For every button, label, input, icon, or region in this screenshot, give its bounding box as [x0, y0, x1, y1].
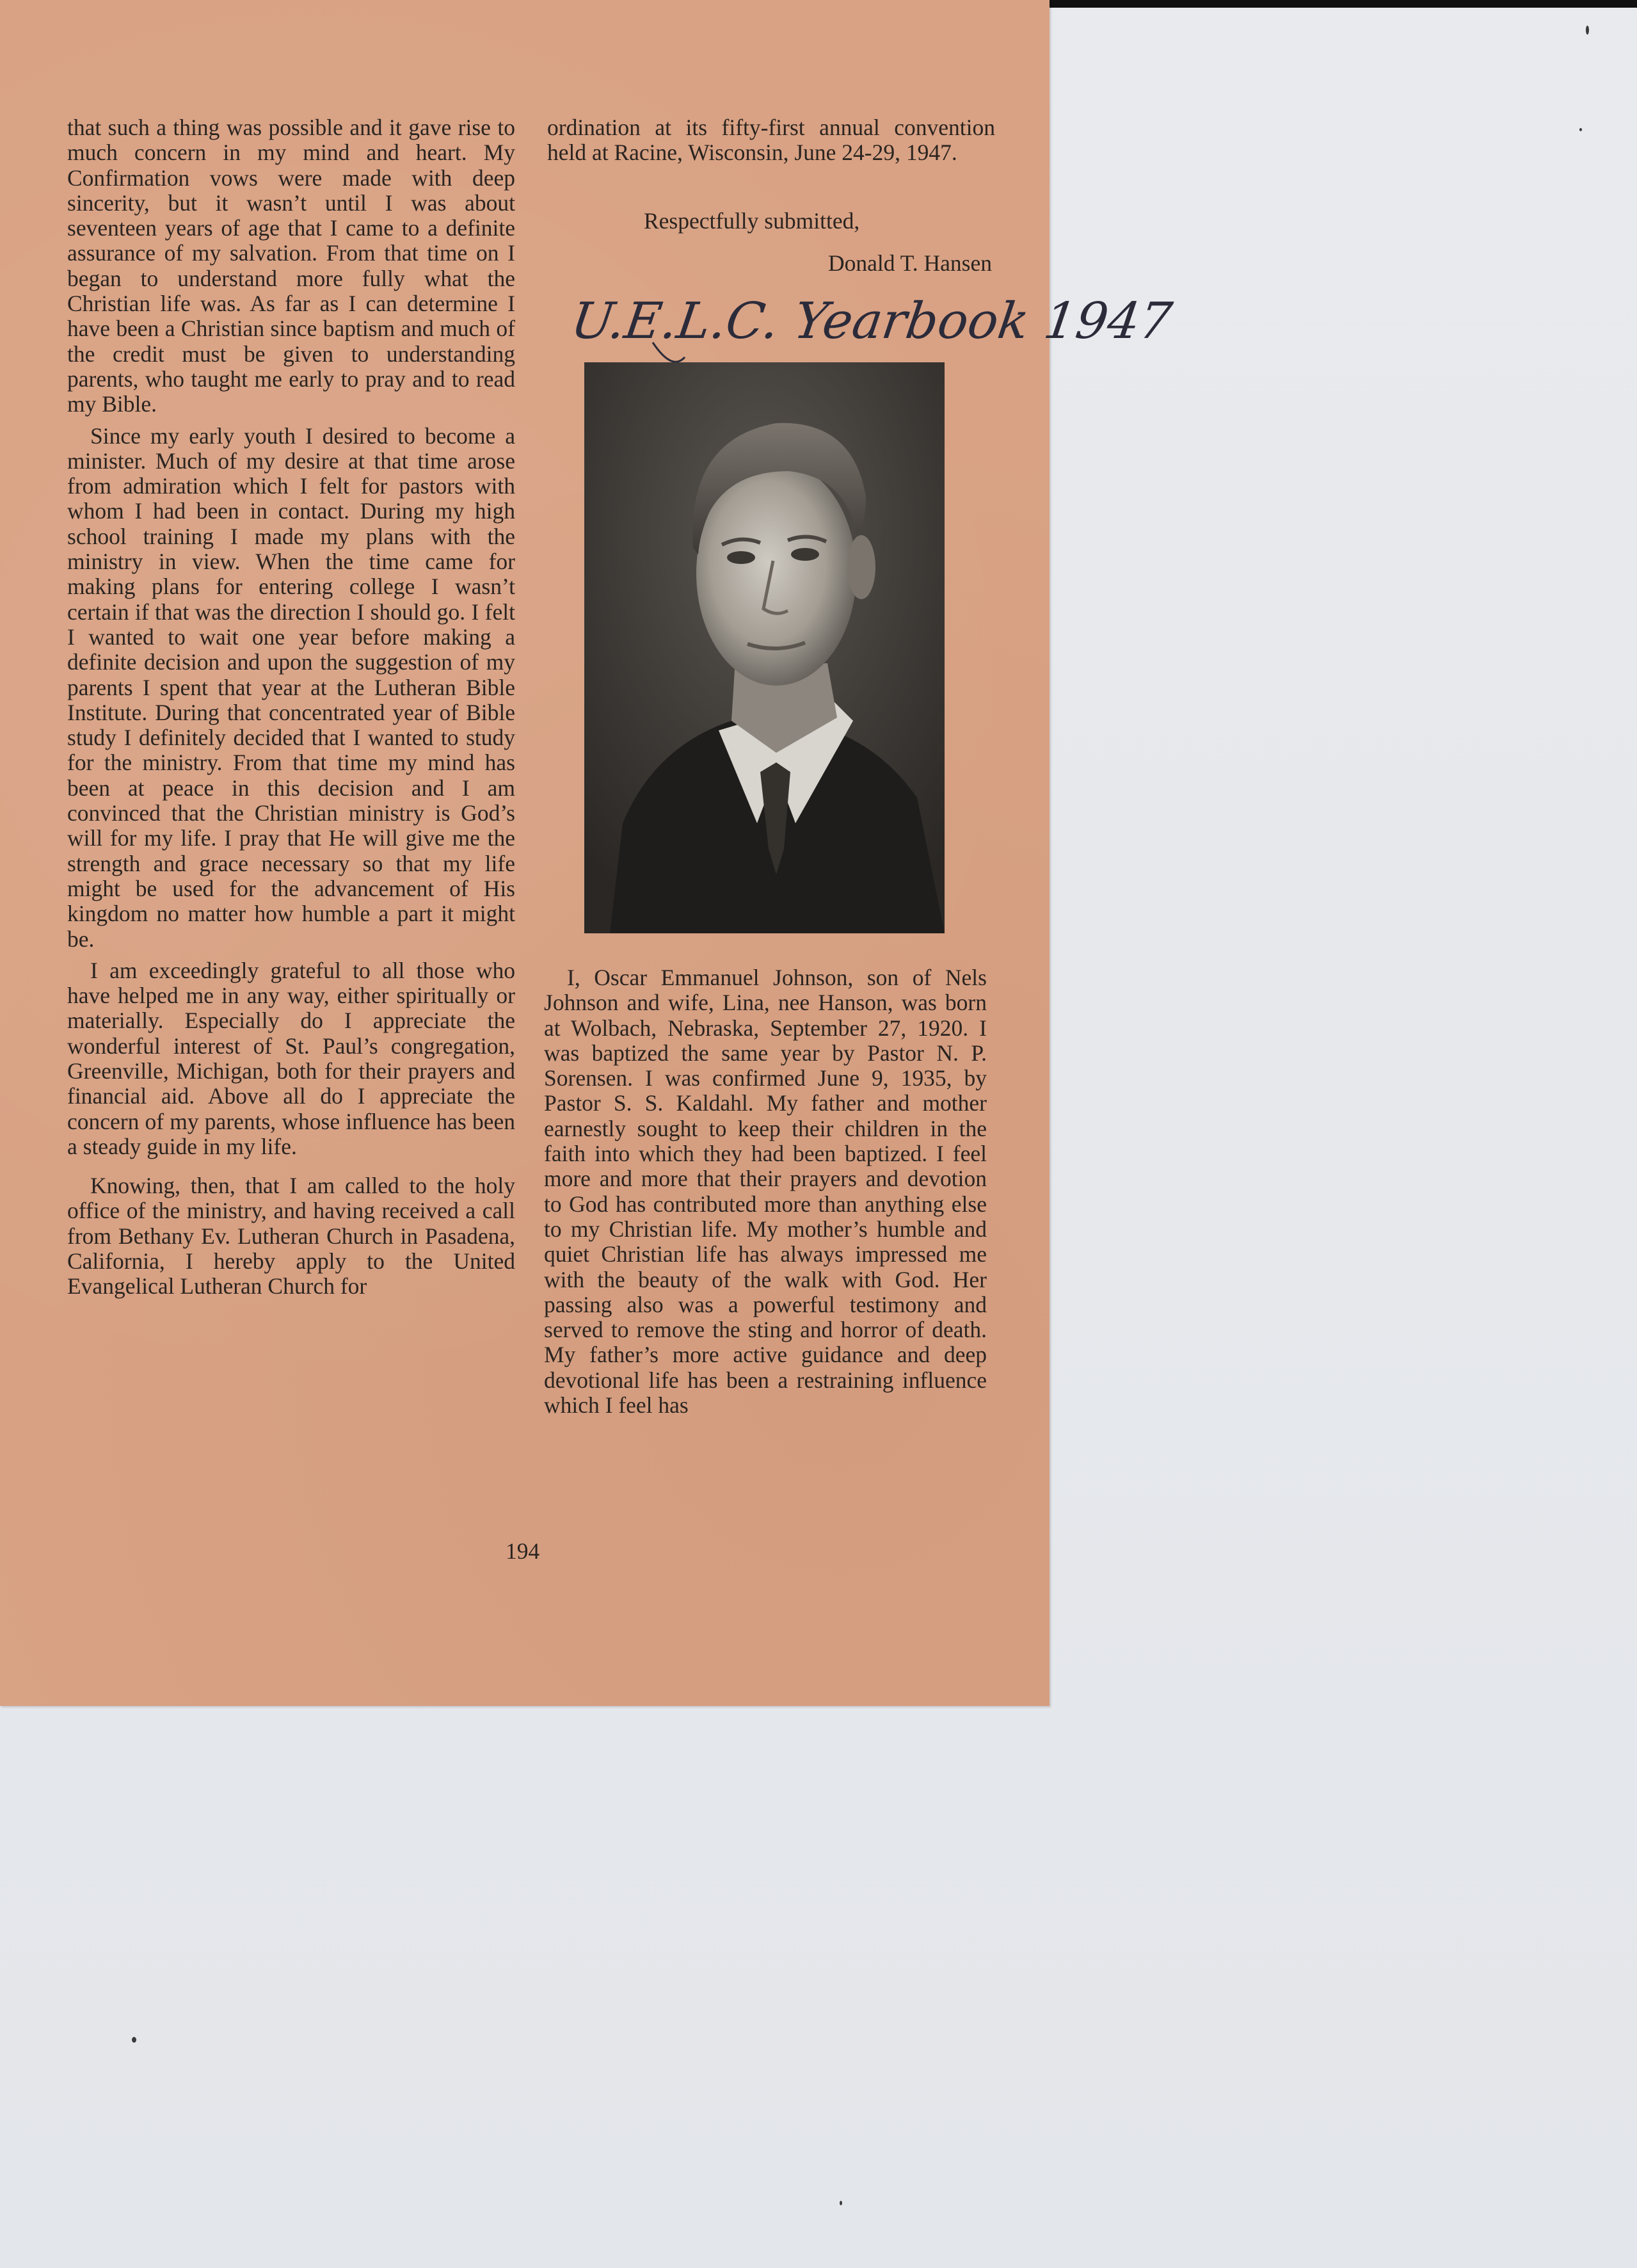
portrait-photo [584, 362, 945, 933]
paragraph: Knowing, then, that I am called to the holy office of the ministry, and having received a call from Bethany Ev. Lutheran Church in Pasadena, California, I hereby apply to the United Evangelical Lutheran Church for [67, 1173, 515, 1299]
right-text-column-top [547, 115, 995, 166]
paragraph: I, Oscar Emmanuel Johnson, son of Nels Johnson and wife, Lina, nee Hanson, was born at Wolbach, Nebraska, September 27, 1920. I was baptized the same year by Pastor N. P. Sorensen. I was confirmed June 9, 1935, by Pastor S. S. Kaldahl. My father and mother earnestly sought to keep their children in the faith into which they had been baptized. I feel more and more that their prayers and devotion to God has contributed more than anything else to my Christian life. My mother’s humble and quiet Christian life has always impressed me with the beauty of the walk with God. Her passing also was a powerful testimony and served to remove the sting and horror of death. My father’s more active guidance and deep devotional life has been a restraining influence which I feel has [544, 965, 987, 1419]
left-text-column [67, 115, 515, 1299]
dust-speck [132, 2037, 136, 2043]
paragraph: that such a thing was possible and it gave rise to much concern in my mind and heart. My Confirmation vows were made with deep sincerity, but it wasn’t until I was about seventeen years of age that I came to a definite assurance of my salvation. From that time on I began to understand more fully what the Christian life was. As far as I can determine I have been a Christian since baptism and much of the credit must be given to understanding parents, who taught me early to pray and to read my Bible. [67, 115, 515, 417]
closing-line: Respectfully submitted, [644, 208, 860, 234]
dust-speck [840, 2201, 842, 2205]
dust-speck [1579, 128, 1582, 131]
page-number: 194 [506, 1538, 540, 1564]
signer-name: Donald T. Hansen [827, 250, 992, 276]
paragraph: Since my early youth I desired to become a minister. Much of my desire at that time arose from admiration which I felt for pastors with whom I had been in contact. During my high school training I made my plans with the ministry in view. When the time came for making plans for entering college I wasn’t certain if that was the direction I should go. I felt I wanted to wait one year before making a definite decision and upon the suggestion of my parents I spent that year at the Lutheran Bible Institute. During that concentrated year of Bible study I definitely decided that I wanted to study for the ministry. From that time my mind has been at peace in this decision and I am convinced that the Christian ministry is God’s will for my life. I pray that He will give me the strength and grace necessary so that my life might be used for the advancement of His kingdom no matter how humble a part it might be. [67, 422, 515, 952]
handwritten-note-text: U.E.L.C. Yearbook 1947 [567, 292, 1176, 350]
portrait-image [584, 362, 945, 933]
scanner-edge [1050, 0, 1637, 8]
paragraph: I am exceedingly grateful to all those who have helped me in any way, either spiritually or materially. Especially do I appreciate the wonderful interest of St. Paul’s congregation, Greenville, Michigan, both for their prayers and financial aid. Above all do I appreciate the concern of my parents, whose influence has been a steady guide in my life. [67, 957, 515, 1159]
paragraph: ordination at its fifty-first annual convention held at Racine, Wisconsin, June 24-29, 1947. [547, 115, 995, 166]
right-text-column-bottom [544, 965, 987, 1418]
dust-speck [1586, 26, 1589, 35]
